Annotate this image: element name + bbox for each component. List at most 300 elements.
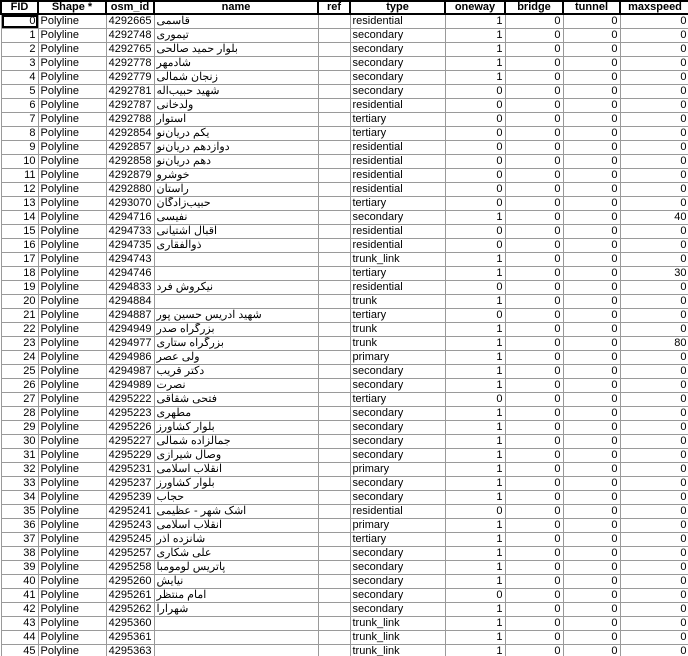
cell-ref[interactable]: [318, 71, 350, 85]
cell-maxspeed[interactable]: 0: [620, 365, 688, 379]
cell-bridge[interactable]: 0: [505, 197, 563, 211]
cell-bridge[interactable]: 0: [505, 407, 563, 421]
cell-tunnel[interactable]: 0: [563, 645, 620, 656]
cell-tunnel[interactable]: 0: [563, 589, 620, 603]
cell-osm_id[interactable]: 4294887: [106, 309, 154, 323]
cell-name[interactable]: [154, 295, 318, 309]
cell-ref[interactable]: [318, 505, 350, 519]
cell-maxspeed[interactable]: 0: [620, 323, 688, 337]
cell-tunnel[interactable]: 0: [563, 85, 620, 99]
cell-maxspeed[interactable]: 0: [620, 561, 688, 575]
cell-name[interactable]: دکتر قریب: [154, 365, 318, 379]
cell-type[interactable]: secondary: [350, 477, 445, 491]
cell-fid[interactable]: 12: [1, 183, 38, 197]
cell-fid[interactable]: 9: [1, 141, 38, 155]
cell-oneway[interactable]: 0: [445, 505, 505, 519]
cell-name[interactable]: ولدخانی: [154, 99, 318, 113]
cell-shape[interactable]: Polyline: [38, 449, 106, 463]
cell-maxspeed[interactable]: 0: [620, 99, 688, 113]
cell-fid[interactable]: 33: [1, 477, 38, 491]
cell-osm_id[interactable]: 4294716: [106, 211, 154, 225]
cell-osm_id[interactable]: 4292854: [106, 127, 154, 141]
cell-shape[interactable]: Polyline: [38, 589, 106, 603]
cell-osm_id[interactable]: 4294746: [106, 267, 154, 281]
cell-shape[interactable]: Polyline: [38, 645, 106, 656]
cell-osm_id[interactable]: 4295261: [106, 589, 154, 603]
cell-osm_id[interactable]: 4294733: [106, 225, 154, 239]
cell-maxspeed[interactable]: 0: [620, 57, 688, 71]
cell-osm_id[interactable]: 4294833: [106, 281, 154, 295]
column-header-oneway[interactable]: oneway: [445, 1, 505, 14]
cell-type[interactable]: secondary: [350, 589, 445, 603]
cell-type[interactable]: residential: [350, 141, 445, 155]
cell-osm_id[interactable]: 4292781: [106, 85, 154, 99]
cell-oneway[interactable]: 1: [445, 295, 505, 309]
cell-oneway[interactable]: 1: [445, 267, 505, 281]
cell-shape[interactable]: Polyline: [38, 519, 106, 533]
cell-bridge[interactable]: 0: [505, 519, 563, 533]
cell-tunnel[interactable]: 0: [563, 169, 620, 183]
cell-name[interactable]: شهرآرا: [154, 603, 318, 617]
cell-tunnel[interactable]: 0: [563, 14, 620, 29]
cell-maxspeed[interactable]: 0: [620, 407, 688, 421]
cell-bridge[interactable]: 0: [505, 449, 563, 463]
cell-bridge[interactable]: 0: [505, 113, 563, 127]
cell-shape[interactable]: Polyline: [38, 295, 106, 309]
cell-oneway[interactable]: 1: [445, 407, 505, 421]
cell-osm_id[interactable]: 4292779: [106, 71, 154, 85]
cell-fid[interactable]: 26: [1, 379, 38, 393]
cell-bridge[interactable]: 0: [505, 393, 563, 407]
cell-bridge[interactable]: 0: [505, 575, 563, 589]
cell-bridge[interactable]: 0: [505, 127, 563, 141]
cell-maxspeed[interactable]: 0: [620, 281, 688, 295]
cell-type[interactable]: residential: [350, 505, 445, 519]
cell-oneway[interactable]: 0: [445, 197, 505, 211]
cell-fid[interactable]: 18: [1, 267, 38, 281]
cell-oneway[interactable]: 1: [445, 463, 505, 477]
cell-fid[interactable]: 20: [1, 295, 38, 309]
column-header-maxspeed[interactable]: maxspeed: [620, 1, 688, 14]
cell-maxspeed[interactable]: 0: [620, 127, 688, 141]
cell-name[interactable]: نفیسی: [154, 211, 318, 225]
cell-type[interactable]: secondary: [350, 435, 445, 449]
cell-osm_id[interactable]: 4292857: [106, 141, 154, 155]
cell-fid[interactable]: 42: [1, 603, 38, 617]
cell-ref[interactable]: [318, 603, 350, 617]
cell-osm_id[interactable]: 4292858: [106, 155, 154, 169]
cell-osm_id[interactable]: 4294949: [106, 323, 154, 337]
cell-bridge[interactable]: 0: [505, 141, 563, 155]
cell-shape[interactable]: Polyline: [38, 14, 106, 29]
cell-fid[interactable]: 21: [1, 309, 38, 323]
column-header-type[interactable]: type: [350, 1, 445, 14]
cell-osm_id[interactable]: 4292748: [106, 29, 154, 43]
cell-maxspeed[interactable]: 0: [620, 589, 688, 603]
cell-name[interactable]: حبیب‌زادگان: [154, 197, 318, 211]
cell-osm_id[interactable]: 4292788: [106, 113, 154, 127]
cell-ref[interactable]: [318, 43, 350, 57]
cell-fid[interactable]: 37: [1, 533, 38, 547]
cell-fid[interactable]: 7: [1, 113, 38, 127]
cell-type[interactable]: residential: [350, 99, 445, 113]
cell-shape[interactable]: Polyline: [38, 71, 106, 85]
cell-type[interactable]: tertiary: [350, 533, 445, 547]
cell-bridge[interactable]: 0: [505, 281, 563, 295]
cell-maxspeed[interactable]: 0: [620, 309, 688, 323]
cell-shape[interactable]: Polyline: [38, 155, 106, 169]
cell-bridge[interactable]: 0: [505, 491, 563, 505]
cell-ref[interactable]: [318, 519, 350, 533]
cell-ref[interactable]: [318, 365, 350, 379]
cell-name[interactable]: نیکروش فرد: [154, 281, 318, 295]
cell-osm_id[interactable]: 4295231: [106, 463, 154, 477]
cell-shape[interactable]: Polyline: [38, 267, 106, 281]
current-record-fid-cell[interactable]: 0: [1, 14, 38, 29]
cell-fid[interactable]: 1: [1, 29, 38, 43]
cell-fid[interactable]: 32: [1, 463, 38, 477]
cell-shape[interactable]: Polyline: [38, 533, 106, 547]
cell-oneway[interactable]: 1: [445, 617, 505, 631]
cell-maxspeed[interactable]: 0: [620, 169, 688, 183]
cell-shape[interactable]: Polyline: [38, 393, 106, 407]
cell-oneway[interactable]: 0: [445, 141, 505, 155]
cell-name[interactable]: خوشرو: [154, 169, 318, 183]
cell-osm_id[interactable]: 4294884: [106, 295, 154, 309]
cell-maxspeed[interactable]: 0: [620, 393, 688, 407]
cell-oneway[interactable]: 0: [445, 589, 505, 603]
cell-tunnel[interactable]: 0: [563, 393, 620, 407]
cell-tunnel[interactable]: 0: [563, 477, 620, 491]
cell-osm_id[interactable]: 4295237: [106, 477, 154, 491]
cell-shape[interactable]: Polyline: [38, 603, 106, 617]
cell-maxspeed[interactable]: 0: [620, 183, 688, 197]
cell-fid[interactable]: 23: [1, 337, 38, 351]
cell-fid[interactable]: 38: [1, 547, 38, 561]
cell-oneway[interactable]: 0: [445, 393, 505, 407]
cell-shape[interactable]: Polyline: [38, 57, 106, 71]
cell-type[interactable]: secondary: [350, 211, 445, 225]
cell-bridge[interactable]: 0: [505, 421, 563, 435]
cell-maxspeed[interactable]: 0: [620, 43, 688, 57]
cell-bridge[interactable]: 0: [505, 323, 563, 337]
cell-ref[interactable]: [318, 99, 350, 113]
cell-name[interactable]: بلوار حمید صالحی: [154, 43, 318, 57]
cell-ref[interactable]: [318, 589, 350, 603]
cell-tunnel[interactable]: 0: [563, 561, 620, 575]
cell-name[interactable]: شانزده آذر: [154, 533, 318, 547]
cell-tunnel[interactable]: 0: [563, 113, 620, 127]
cell-type[interactable]: secondary: [350, 561, 445, 575]
cell-oneway[interactable]: 0: [445, 169, 505, 183]
cell-maxspeed[interactable]: 0: [620, 295, 688, 309]
cell-oneway[interactable]: 0: [445, 183, 505, 197]
cell-name[interactable]: ولی عصر: [154, 351, 318, 365]
cell-osm_id[interactable]: 4295361: [106, 631, 154, 645]
cell-maxspeed[interactable]: 0: [620, 71, 688, 85]
cell-oneway[interactable]: 0: [445, 309, 505, 323]
cell-type[interactable]: secondary: [350, 29, 445, 43]
cell-name[interactable]: اقبال آشتیانی: [154, 225, 318, 239]
cell-ref[interactable]: [318, 169, 350, 183]
cell-ref[interactable]: [318, 337, 350, 351]
cell-bridge[interactable]: 0: [505, 85, 563, 99]
cell-type[interactable]: tertiary: [350, 113, 445, 127]
cell-name[interactable]: شهید ادریس حسین پور: [154, 309, 318, 323]
cell-maxspeed[interactable]: 0: [620, 435, 688, 449]
cell-maxspeed[interactable]: 80: [620, 337, 688, 351]
cell-bridge[interactable]: 0: [505, 225, 563, 239]
cell-ref[interactable]: [318, 379, 350, 393]
cell-oneway[interactable]: 1: [445, 365, 505, 379]
cell-fid[interactable]: 13: [1, 197, 38, 211]
cell-type[interactable]: secondary: [350, 575, 445, 589]
cell-type[interactable]: secondary: [350, 421, 445, 435]
cell-ref[interactable]: [318, 435, 350, 449]
cell-maxspeed[interactable]: 40: [620, 211, 688, 225]
cell-type[interactable]: secondary: [350, 491, 445, 505]
cell-type[interactable]: trunk_link: [350, 631, 445, 645]
cell-maxspeed[interactable]: 0: [620, 449, 688, 463]
cell-maxspeed[interactable]: 0: [620, 421, 688, 435]
cell-osm_id[interactable]: 4292787: [106, 99, 154, 113]
cell-type[interactable]: residential: [350, 183, 445, 197]
cell-type[interactable]: residential: [350, 225, 445, 239]
cell-shape[interactable]: Polyline: [38, 211, 106, 225]
cell-osm_id[interactable]: 4295226: [106, 421, 154, 435]
cell-maxspeed[interactable]: 0: [620, 379, 688, 393]
cell-osm_id[interactable]: 4294987: [106, 365, 154, 379]
cell-ref[interactable]: [318, 155, 350, 169]
cell-ref[interactable]: [318, 295, 350, 309]
cell-ref[interactable]: [318, 407, 350, 421]
cell-name[interactable]: جمالزاده شمالی: [154, 435, 318, 449]
cell-ref[interactable]: [318, 323, 350, 337]
column-header-shape[interactable]: Shape *: [38, 1, 106, 14]
cell-shape[interactable]: Polyline: [38, 547, 106, 561]
cell-bridge[interactable]: 0: [505, 379, 563, 393]
cell-tunnel[interactable]: 0: [563, 533, 620, 547]
cell-oneway[interactable]: 1: [445, 449, 505, 463]
cell-name[interactable]: بلوار کشاورز: [154, 477, 318, 491]
cell-oneway[interactable]: 1: [445, 491, 505, 505]
cell-ref[interactable]: [318, 631, 350, 645]
cell-oneway[interactable]: 1: [445, 57, 505, 71]
cell-bridge[interactable]: 0: [505, 239, 563, 253]
cell-osm_id[interactable]: 4294986: [106, 351, 154, 365]
cell-shape[interactable]: Polyline: [38, 99, 106, 113]
cell-bridge[interactable]: 0: [505, 435, 563, 449]
cell-fid[interactable]: 35: [1, 505, 38, 519]
cell-osm_id[interactable]: 4295245: [106, 533, 154, 547]
cell-tunnel[interactable]: 0: [563, 379, 620, 393]
cell-tunnel[interactable]: 0: [563, 463, 620, 477]
cell-oneway[interactable]: 0: [445, 85, 505, 99]
cell-ref[interactable]: [318, 477, 350, 491]
cell-maxspeed[interactable]: 0: [620, 113, 688, 127]
cell-maxspeed[interactable]: 0: [620, 463, 688, 477]
cell-shape[interactable]: Polyline: [38, 183, 106, 197]
cell-fid[interactable]: 44: [1, 631, 38, 645]
cell-name[interactable]: علی شکاری: [154, 547, 318, 561]
cell-shape[interactable]: Polyline: [38, 225, 106, 239]
cell-osm_id[interactable]: 4293070: [106, 197, 154, 211]
cell-type[interactable]: secondary: [350, 57, 445, 71]
cell-maxspeed[interactable]: 0: [620, 575, 688, 589]
cell-shape[interactable]: Polyline: [38, 197, 106, 211]
cell-tunnel[interactable]: 0: [563, 337, 620, 351]
cell-name[interactable]: [154, 267, 318, 281]
cell-bridge[interactable]: 0: [505, 365, 563, 379]
cell-bridge[interactable]: 0: [505, 295, 563, 309]
cell-bridge[interactable]: 0: [505, 645, 563, 656]
cell-name[interactable]: دوازدهم دریان‌نو: [154, 141, 318, 155]
cell-ref[interactable]: [318, 211, 350, 225]
cell-name[interactable]: تیموری: [154, 29, 318, 43]
cell-maxspeed[interactable]: 30: [620, 267, 688, 281]
cell-maxspeed[interactable]: 0: [620, 477, 688, 491]
cell-fid[interactable]: 29: [1, 421, 38, 435]
cell-ref[interactable]: [318, 575, 350, 589]
cell-maxspeed[interactable]: 0: [620, 519, 688, 533]
cell-bridge[interactable]: 0: [505, 71, 563, 85]
cell-shape[interactable]: Polyline: [38, 477, 106, 491]
cell-maxspeed[interactable]: 0: [620, 197, 688, 211]
cell-ref[interactable]: [318, 57, 350, 71]
cell-type[interactable]: secondary: [350, 365, 445, 379]
cell-name[interactable]: امام منتظر: [154, 589, 318, 603]
cell-shape[interactable]: Polyline: [38, 169, 106, 183]
cell-oneway[interactable]: 1: [445, 43, 505, 57]
cell-shape[interactable]: Polyline: [38, 617, 106, 631]
cell-maxspeed[interactable]: 0: [620, 239, 688, 253]
cell-tunnel[interactable]: 0: [563, 365, 620, 379]
cell-bridge[interactable]: 0: [505, 505, 563, 519]
cell-tunnel[interactable]: 0: [563, 491, 620, 505]
cell-fid[interactable]: 10: [1, 155, 38, 169]
cell-fid[interactable]: 34: [1, 491, 38, 505]
cell-ref[interactable]: [318, 127, 350, 141]
cell-ref[interactable]: [318, 393, 350, 407]
cell-fid[interactable]: 16: [1, 239, 38, 253]
cell-type[interactable]: secondary: [350, 407, 445, 421]
cell-oneway[interactable]: 1: [445, 351, 505, 365]
cell-ref[interactable]: [318, 141, 350, 155]
cell-bridge[interactable]: 0: [505, 309, 563, 323]
cell-fid[interactable]: 40: [1, 575, 38, 589]
cell-type[interactable]: primary: [350, 351, 445, 365]
cell-bridge[interactable]: 0: [505, 589, 563, 603]
cell-type[interactable]: residential: [350, 281, 445, 295]
cell-name[interactable]: یکم دریان‌نو: [154, 127, 318, 141]
cell-tunnel[interactable]: 0: [563, 239, 620, 253]
cell-type[interactable]: trunk: [350, 337, 445, 351]
cell-shape[interactable]: Polyline: [38, 323, 106, 337]
cell-ref[interactable]: [318, 309, 350, 323]
column-header-ref[interactable]: ref: [318, 1, 350, 14]
cell-shape[interactable]: Polyline: [38, 505, 106, 519]
cell-fid[interactable]: 30: [1, 435, 38, 449]
cell-type[interactable]: secondary: [350, 379, 445, 393]
cell-tunnel[interactable]: 0: [563, 519, 620, 533]
cell-oneway[interactable]: 1: [445, 561, 505, 575]
cell-oneway[interactable]: 1: [445, 533, 505, 547]
cell-oneway[interactable]: 1: [445, 421, 505, 435]
column-header-name[interactable]: name: [154, 1, 318, 14]
cell-ref[interactable]: [318, 533, 350, 547]
cell-maxspeed[interactable]: 0: [620, 29, 688, 43]
cell-tunnel[interactable]: 0: [563, 155, 620, 169]
cell-tunnel[interactable]: 0: [563, 183, 620, 197]
cell-name[interactable]: شهید حبیب‌اله: [154, 85, 318, 99]
cell-fid[interactable]: 17: [1, 253, 38, 267]
cell-maxspeed[interactable]: 0: [620, 645, 688, 656]
cell-maxspeed[interactable]: 0: [620, 631, 688, 645]
cell-osm_id[interactable]: 4294735: [106, 239, 154, 253]
cell-type[interactable]: trunk: [350, 295, 445, 309]
cell-shape[interactable]: Polyline: [38, 141, 106, 155]
cell-oneway[interactable]: 1: [445, 477, 505, 491]
cell-oneway[interactable]: 1: [445, 71, 505, 85]
cell-oneway[interactable]: 1: [445, 14, 505, 29]
cell-osm_id[interactable]: 4295243: [106, 519, 154, 533]
cell-name[interactable]: بزرگراه صدر: [154, 323, 318, 337]
cell-type[interactable]: residential: [350, 14, 445, 29]
cell-maxspeed[interactable]: 0: [620, 85, 688, 99]
cell-ref[interactable]: [318, 281, 350, 295]
cell-shape[interactable]: Polyline: [38, 435, 106, 449]
cell-ref[interactable]: [318, 449, 350, 463]
cell-shape[interactable]: Polyline: [38, 43, 106, 57]
cell-shape[interactable]: Polyline: [38, 407, 106, 421]
cell-tunnel[interactable]: 0: [563, 43, 620, 57]
cell-name[interactable]: استوار: [154, 113, 318, 127]
cell-osm_id[interactable]: 4294977: [106, 337, 154, 351]
cell-name[interactable]: حجاب: [154, 491, 318, 505]
cell-ref[interactable]: [318, 14, 350, 29]
cell-ref[interactable]: [318, 253, 350, 267]
cell-bridge[interactable]: 0: [505, 253, 563, 267]
cell-bridge[interactable]: 0: [505, 155, 563, 169]
cell-bridge[interactable]: 0: [505, 351, 563, 365]
cell-maxspeed[interactable]: 0: [620, 351, 688, 365]
cell-bridge[interactable]: 0: [505, 183, 563, 197]
cell-oneway[interactable]: 1: [445, 645, 505, 656]
cell-tunnel[interactable]: 0: [563, 253, 620, 267]
cell-fid[interactable]: 3: [1, 57, 38, 71]
cell-fid[interactable]: 39: [1, 561, 38, 575]
cell-type[interactable]: tertiary: [350, 127, 445, 141]
cell-osm_id[interactable]: 4295222: [106, 393, 154, 407]
cell-tunnel[interactable]: 0: [563, 603, 620, 617]
cell-name[interactable]: بزرگراه ستاری: [154, 337, 318, 351]
cell-osm_id[interactable]: 4292665: [106, 14, 154, 29]
cell-tunnel[interactable]: 0: [563, 99, 620, 113]
cell-tunnel[interactable]: 0: [563, 617, 620, 631]
cell-tunnel[interactable]: 0: [563, 197, 620, 211]
cell-maxspeed[interactable]: 0: [620, 617, 688, 631]
cell-shape[interactable]: Polyline: [38, 365, 106, 379]
cell-ref[interactable]: [318, 421, 350, 435]
cell-ref[interactable]: [318, 29, 350, 43]
cell-tunnel[interactable]: 0: [563, 505, 620, 519]
cell-name[interactable]: انقلاب اسلامی: [154, 519, 318, 533]
cell-bridge[interactable]: 0: [505, 337, 563, 351]
cell-ref[interactable]: [318, 547, 350, 561]
cell-name[interactable]: نصرت: [154, 379, 318, 393]
cell-bridge[interactable]: 0: [505, 603, 563, 617]
cell-type[interactable]: residential: [350, 239, 445, 253]
